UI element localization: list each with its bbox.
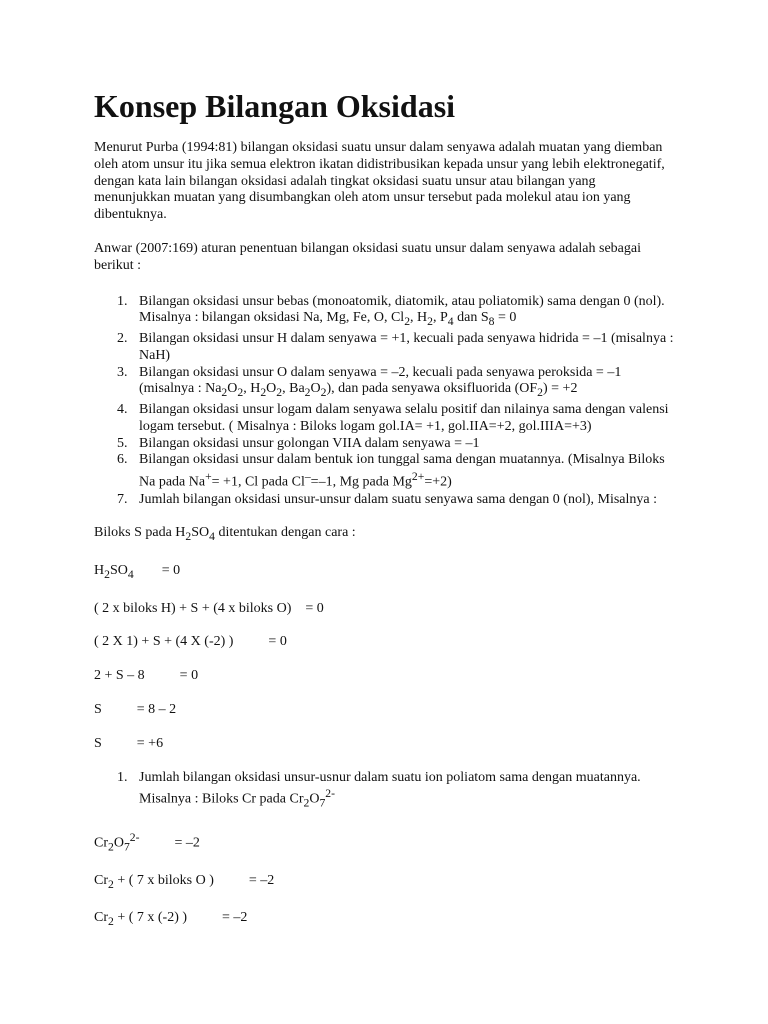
list-item: 3. Bilangan oksidasi unsur O dalam senyawa = –2, kecuali pada senyawa peroksida = –1 (misalnya : $Na_2O_2$, $H_2O_2$, $Ba_2O_2$), dan pada senyawa oksifluorida $(OF_2) = +2$ (117, 364, 622, 400)
list-number: 5. (117, 435, 128, 451)
paragraph-definition: Menurut Purba (1994:81) bilangan oksidasi suatu unsur dalam senyawa adalah muatan yang diemban oleh atom unsur itu jika semua elektron ikatan didistribusikan kepada unsur yang lebih elektronegatif, dengan kata lain bilangan oksidasi adalah tingkat oksidasi suatu unsur atau bilangan yang menunjukkan muatan yang disumbangkan oleh atom unsur tersebut pada molekul atau ion yang dibentuknya. (94, 140, 665, 223)
equation-line: $Cr_2$ + ( 7 x biloks O ) = –2 (94, 872, 275, 891)
list-item: 2. Bilangan oksidasi unsur H dalam senyawa = +1, kecuali pada senyawa hidrida = –1 (misalnya : NaH) (117, 330, 674, 363)
list-number: 6. (117, 452, 128, 468)
equation-line: $H_2SO_4$ = 0 (94, 562, 181, 581)
list-item: 1. Bilangan oksidasi unsur bebas (monoatomik, diatomik, atau poliatomik) sama dengan 0 (nol). Misalnya : bilangan oksidasi Na, Mg, Fe, O, $Cl_2$, $H_2$, $P_4$ dan $S_8 = 0$ (117, 293, 665, 329)
equation-line: ( 2 x biloks H) + S + (4 x biloks O) = 0 (94, 600, 324, 616)
equation-line: $Cr_2$ + ( 7 x (-2) ) = –2 (94, 910, 248, 929)
paragraph-rules-intro: Anwar (2007:169) aturan penentuan bilangan oksidasi suatu unsur dalam senyawa adalah sebagai berikut : (94, 240, 641, 273)
list-number: 1. (117, 293, 128, 309)
list-number: 7. (117, 491, 128, 507)
rules-list (94, 294, 674, 509)
list-number: 2. (117, 330, 128, 346)
list-number: 1. (117, 769, 128, 785)
list-item: 1. Jumlah bilangan oksidasi unsur-usnur dalam suatu ion poliatom sama dengan muatannya. Misalnya : Biloks Cr pada $Cr_2O_7^{2-}$ (117, 769, 641, 810)
list-number: 4. (117, 401, 128, 417)
equation-line: ( 2 X 1) + S + (4 X (-2) ) = 0 (94, 634, 287, 650)
list-number: 3. (117, 364, 128, 380)
list-item: 4. Bilangan oksidasi unsur logam dalam senyawa selalu positif dan nilainya sama dengan valensi logam tersebut. ( Misalnya : Biloks logam gol.IA= +1, gol.IIA=+2, gol.IIIA=+3) (117, 401, 669, 434)
rules-list-continued (94, 770, 674, 813)
equation-line: S = 8 – 2 (94, 701, 177, 717)
page-title: Konsep Bilangan Oksidasi (94, 88, 456, 124)
biloks-intro: Biloks S pada $H_2SO_4$ ditentukan dengan cara : (94, 525, 356, 544)
list-item: 5. Bilangan oksidasi unsur golongan VIIA dalam senyawa = –1 (117, 435, 480, 451)
document-page (94, 88, 674, 948)
list-item: 7. Jumlah bilangan oksidasi unsur-unsur dalam suatu senyawa sama dengan 0 (nol), Misalnya : (117, 491, 657, 507)
equation-line: S = +6 (94, 735, 164, 751)
equation-line: 2 + S – 8 = 0 (94, 668, 199, 684)
equation-line: $Cr_2O_7^{2-}$ = –2 (94, 830, 200, 854)
list-item: 6. Bilangan oksidasi unsur dalam bentuk ion tunggal sama dengan muatannya. (Misalnya Biloks Na pada Na+= +1, Cl pada Cl–=–1, Mg pada $Mg^{2+}=+2$) (117, 452, 665, 490)
